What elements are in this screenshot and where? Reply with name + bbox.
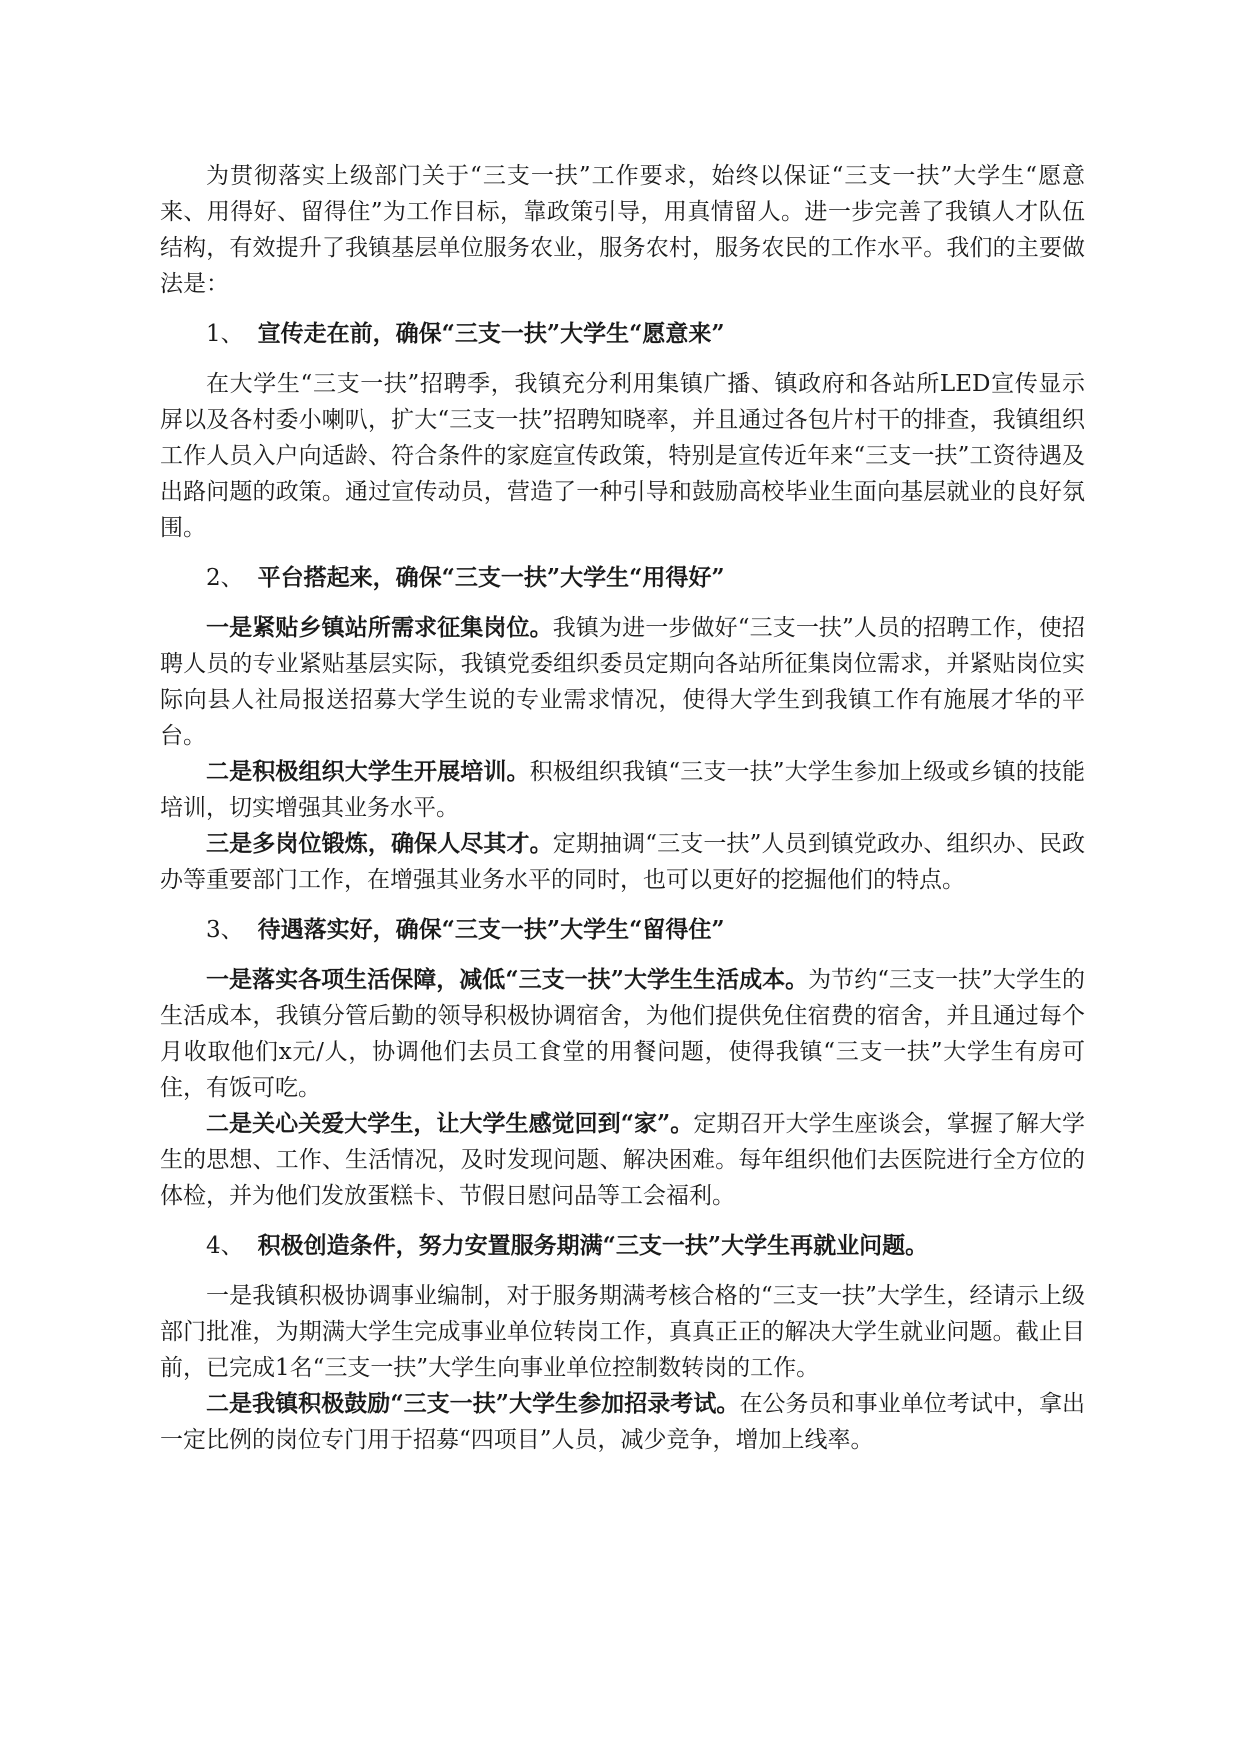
body-paragraph bbox=[160, 1386, 1085, 1458]
section-4 bbox=[160, 1228, 1085, 1458]
section-number: 2、 bbox=[206, 565, 244, 591]
section-heading bbox=[160, 560, 1085, 596]
section-3 bbox=[160, 912, 1085, 1214]
paragraph-text: 为节约“三支一扶”大学生的生活成本，我镇分管后勤的领导积极协调宿舍，为他们提供免住宿费的宿舍，并且通过每个月收取他们x元/人，协调他们去员工食堂的用餐问题，使得我镇“三支一扶”大学生有房可住，有饭可吃。 bbox=[160, 967, 1085, 1101]
section-title: 待遇落实好，确保“三支一扶”大学生“留得住” bbox=[257, 916, 725, 943]
paragraph-text: 我镇为进一步做好“三支一扶”人员的招聘工作，使招聘人员的专业紧贴基层实际，我镇党委组织委员定期向各站所征集岗位需求，并紧贴岗位实际向县人社局报送招募大学生说的专业需求情况，使得大学生到我镇工作有施展才华的平台。 bbox=[160, 615, 1085, 749]
intro-paragraph: 为贯彻落实上级部门关于“三支一扶”工作要求，始终以保证“三支一扶”大学生“愿意来、用得好、留得住”为工作目标，靠政策引导，用真情留人。进一步完善了我镇人才队伍结构，有效提升了我镇基层单位服务农业，服务农村，服务农民的工作水平。我们的主要做法是： bbox=[160, 163, 1085, 297]
body-paragraph bbox=[160, 826, 1085, 898]
paragraph-lead: 二是积极组织大学生开展培训。 bbox=[206, 758, 530, 785]
document-page bbox=[160, 158, 1085, 1458]
body-paragraph bbox=[160, 962, 1085, 1106]
section-2 bbox=[160, 560, 1085, 898]
paragraph-text: 积极组织我镇“三支一扶”大学生参加上级或乡镇的技能培训，切实增强其业务水平。 bbox=[160, 759, 1085, 821]
paragraph-lead: 一是落实各项生活保障，减低“三支一扶”大学生生活成本。 bbox=[206, 966, 809, 993]
body-paragraph bbox=[160, 1278, 1085, 1386]
body-paragraph bbox=[160, 754, 1085, 826]
section-heading bbox=[160, 316, 1085, 352]
paragraph-text: 定期抽调“三支一扶”人员到镇党政办、组织办、民政办等重要部门工作，在增强其业务水平的同时，也可以更好的挖掘他们的特点。 bbox=[160, 831, 1085, 893]
section-title: 宣传走在前，确保“三支一扶”大学生“愿意来” bbox=[257, 320, 725, 347]
section-number: 4、 bbox=[206, 1233, 244, 1259]
paragraph-lead: 一是紧贴乡镇站所需求征集岗位。 bbox=[206, 614, 553, 641]
section-number: 1、 bbox=[206, 321, 244, 347]
section-title: 平台搭起来，确保“三支一扶”大学生“用得好” bbox=[257, 564, 725, 591]
section-heading bbox=[160, 1228, 1085, 1264]
section-1 bbox=[160, 316, 1085, 546]
paragraph-text: 定期召开大学生座谈会，掌握了解大学生的思想、工作、生活情况，及时发现问题、解决困难。每年组织他们去医院进行全方位的体检，并为他们发放蛋糕卡、节假日慰问品等工会福利。 bbox=[160, 1111, 1086, 1209]
paragraph-text: 在大学生“三支一扶”招聘季，我镇充分利用集镇广播、镇政府和各站所LED宣传显示屏以及各村委小喇叭，扩大“三支一扶”招聘知晓率，并且通过各包片村干的排查，我镇组织工作人员入户向适龄、符合条件的家庭宣传政策，特别是宣传近年来“三支一扶”工资待遇及出路问题的政策。通过宣传动员，营造了一种引导和鼓励高校毕业生面向基层就业的良好氛围。 bbox=[160, 371, 1085, 541]
section-title: 积极创造条件，努力安置服务期满“三支一扶”大学生再就业问题。 bbox=[257, 1232, 929, 1259]
body-paragraph bbox=[160, 1106, 1085, 1214]
paragraph-lead: 三是多岗位锻炼，确保人尽其才。 bbox=[206, 830, 553, 857]
paragraph-lead: 二是我镇积极鼓励“三支一扶”大学生参加招录考试。 bbox=[206, 1390, 740, 1417]
paragraph-text: 一是我镇积极协调事业编制，对于服务期满考核合格的“三支一扶”大学生，经请示上级部门批准，为期满大学生完成事业单位转岗工作，真真正正的解决大学生就业问题。截止目前，已完成1名“三支一扶”大学生向事业单位控制数转岗的工作。 bbox=[160, 1283, 1085, 1381]
body-paragraph bbox=[160, 610, 1085, 754]
paragraph-text: 在公务员和事业单位考试中，拿出一定比例的岗位专门用于招募“四项目”人员，减少竞争，增加上线率。 bbox=[160, 1391, 1086, 1453]
paragraph-lead: 二是关心关爱大学生，让大学生感觉回到“家”。 bbox=[206, 1110, 694, 1137]
section-number: 3、 bbox=[206, 917, 244, 943]
section-heading bbox=[160, 912, 1085, 948]
body-paragraph bbox=[160, 366, 1085, 546]
